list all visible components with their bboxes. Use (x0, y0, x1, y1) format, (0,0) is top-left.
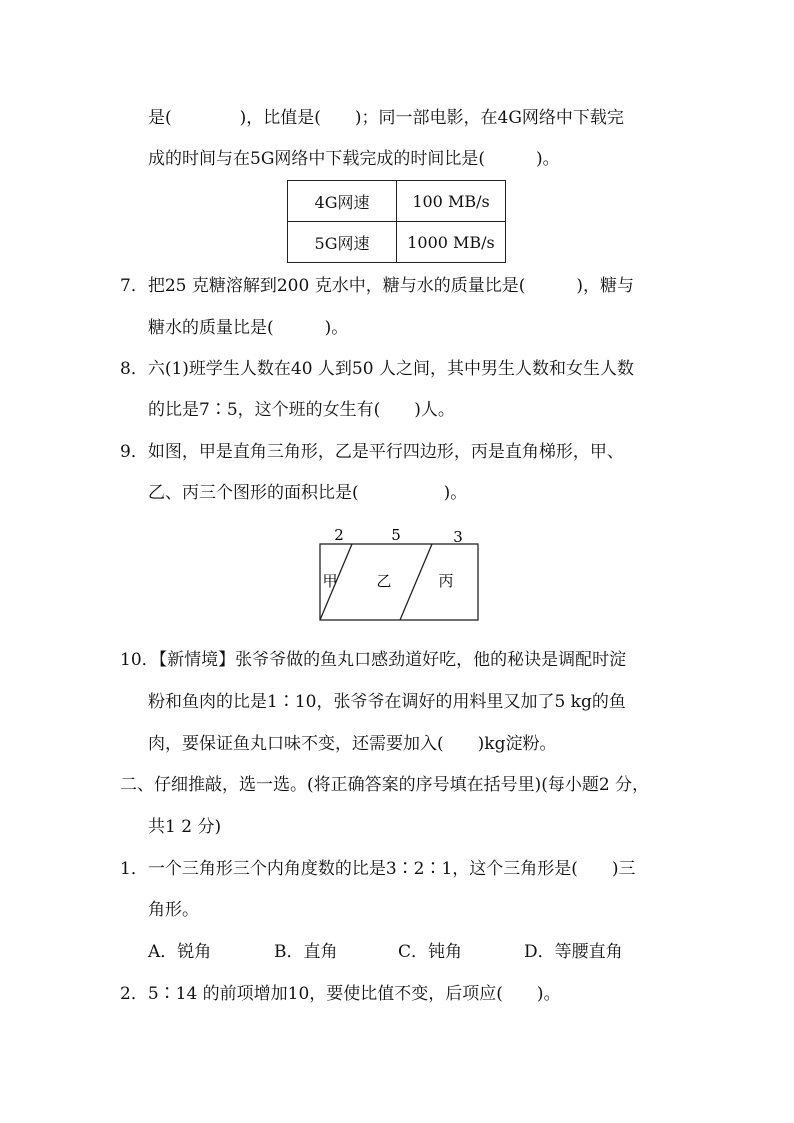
q6-line-2: 成的时间与在5G网络中下载完成的时间比是( )。 (148, 149, 560, 169)
divider-line-2 (400, 544, 432, 620)
section-2-heading-2: 共1 2 分) (148, 817, 222, 837)
shape-label-jia: 甲 (322, 572, 338, 590)
top-label-2: 2 (334, 526, 344, 544)
q8-line-1: 8．六(1)班学生人数在40 人到50 人之间，其中男生人数和女生人数 (120, 359, 634, 379)
choice-c: C．钝角 (398, 942, 463, 962)
s1-line-2: 角形。 (148, 900, 199, 920)
s1-line-1: 1．一个三角形三个内角度数的比是3∶2∶1，这个三角形是( )三 (120, 859, 636, 879)
choice-a: A．锐角 (148, 942, 212, 962)
q10-line-2: 粉和鱼肉的比是1∶10，张爷爷在调好的用料里又加了5 kg的鱼 (148, 692, 626, 712)
q7-line-1: 7．把25 克糖溶解到200 克水中，糖与水的质量比是( )，糖与 (120, 276, 634, 296)
area-figure (318, 524, 482, 624)
table-cell-network: 5G网速 (288, 222, 397, 263)
q7-line-2: 糖水的质量比是( )。 (148, 318, 349, 338)
outer-rectangle (320, 544, 478, 620)
section-2-heading-1: 二、仔细推敲，选一选。(将正确答案的序号填在括号里)(每小题2 分， (120, 775, 650, 795)
s2-line-1: 2．5∶14 的前项增加10，要使比值不变，后项应( )。 (120, 984, 561, 1004)
q10-line-1: 10．【新情境】张爷爷做的鱼丸口感劲道好吃，他的秘诀是调配时淀 (120, 650, 627, 670)
q8-line-2: 的比是7∶5，这个班的女生有( )人。 (148, 400, 455, 420)
top-label-3: 3 (453, 528, 463, 546)
q9-line-2: 乙、丙三个图形的面积比是( )。 (148, 483, 468, 503)
table-cell-network: 4G网速 (288, 181, 397, 222)
q10-line-3: 肉，要保证鱼丸口味不变，还需要加入( )kg淀粉。 (148, 734, 557, 754)
choice-b: B．直角 (274, 942, 338, 962)
network-speed-table (287, 180, 506, 263)
q9-line-1: 9．如图，甲是直角三角形，乙是平行四边形，丙是直角梯形，甲、 (120, 442, 624, 462)
table-cell-speed: 1000 MB/s (397, 222, 506, 263)
top-label-5: 5 (391, 526, 401, 544)
q6-line-1: 是( )，比值是( )；同一部电影，在4G网络中下载完 (148, 108, 624, 128)
shape-label-yi: 乙 (376, 572, 392, 590)
table-row (288, 181, 506, 222)
table-cell-speed: 100 MB/s (397, 181, 506, 222)
table-row (288, 222, 506, 263)
shape-label-bing: 丙 (438, 572, 454, 590)
choice-d: D．等腰直角 (524, 942, 623, 962)
